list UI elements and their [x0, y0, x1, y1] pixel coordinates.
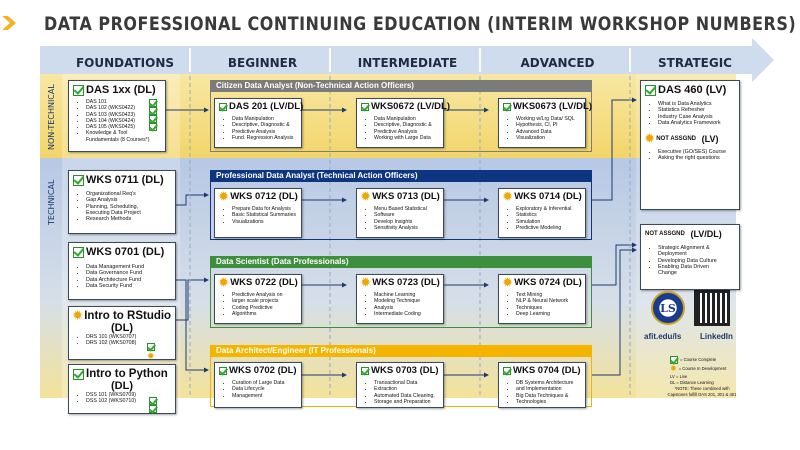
course-item: • Visualization: [516, 135, 581, 141]
course-title: DAS 201 (LV/DL): [229, 101, 304, 112]
status-checks: [149, 99, 157, 131]
course-title: WKS 0702 (DL): [229, 365, 297, 376]
course-title: WKS 0703 (DL): [371, 365, 439, 376]
course-item: • Hypothesis, CI, PI: [516, 122, 581, 128]
card-intro-rstudio: ✹ Intro to RStudio (DL) • DRS 101 (WKS0707) • DRS 102 (WKS0708) ✹: [68, 306, 176, 360]
course-item: • Data Manipulation: [374, 116, 439, 122]
course-items: [503, 116, 581, 141]
course-item: • Transactional Data: [374, 380, 439, 386]
check-icon: [219, 367, 227, 375]
check-icon: [670, 356, 678, 364]
check-icon: [73, 85, 84, 96]
course-item: • Menu Based Statistical: [374, 206, 439, 212]
gear-icon: ✹: [361, 190, 371, 203]
course-item: • Prepare Data for Analysis: [232, 206, 297, 212]
course-card-wks-0703-dl: [356, 362, 444, 408]
check-icon: [219, 103, 227, 111]
phase-strategic: STRATEGIC: [658, 56, 732, 70]
course-item: • Algorithms: [232, 311, 297, 317]
course-item: • Curation of Large Data: [232, 380, 297, 386]
course-items: [361, 380, 439, 405]
course-title: WKS 0724 (DL): [514, 277, 582, 288]
course-item: • Descriptive, Diagnostic &: [232, 122, 297, 128]
course-items: [219, 116, 297, 141]
track-professional-analyst: Professional Data Analyst (Technical Action Officers): [210, 170, 592, 182]
course-item: • Develop Insights: [374, 219, 439, 225]
course-item: • Visualizations: [232, 219, 297, 225]
check-icon: [503, 367, 511, 375]
qr-code-icon: [694, 290, 730, 326]
gear-icon: ✹: [670, 364, 677, 373]
course-items: [361, 116, 439, 141]
course-item: • Software: [374, 212, 439, 218]
course-items: [503, 380, 581, 405]
course-card-wks-0704-dl: [498, 362, 586, 408]
card-wks-0711: WKS 0711 (DL) • Organizational Req's • Gap Analysis • Planning, Scheduling, Executing Data Project • Research Methods: [68, 170, 176, 234]
course-items: [219, 292, 297, 317]
course-item: • Management: [232, 393, 297, 399]
gear-icon: ✹: [645, 133, 655, 146]
course-title: WKS 0704 (DL): [513, 365, 581, 376]
course-item: • Storage and Preparation: [374, 399, 439, 405]
card-das-1xx: [68, 80, 166, 152]
course-card-wks-0722-dl: [214, 274, 302, 324]
course-title: WKS 0714 (DL): [514, 191, 582, 202]
course-item: • Descriptive, Diagnostic &: [374, 122, 439, 128]
course-item: • Predictive Analysis: [232, 129, 297, 135]
course-item: • Working w/Lrg Data/ SQL: [516, 116, 581, 122]
gear-icon: ✹: [73, 310, 83, 322]
course-item: • Automated Data Cleaning,: [374, 393, 439, 399]
course-item: • NLP & Neural Network: [516, 298, 581, 304]
footnote: *NOTE: These combined with Capstones fulfill DAS 201, 301 & 401: [667, 386, 737, 397]
course-item: • Analysis: [374, 305, 439, 311]
gear-icon: ✹: [503, 190, 513, 203]
track-data-scientist: Data Scientist (Data Professionals): [210, 256, 592, 268]
course-items: [219, 380, 297, 399]
card-not-assigned-strategic: NOT ASSGND (LV/DL) • Strategic Alignment & Deployment • Developing Data Culture • Enabling Data Driven Change: [640, 224, 740, 290]
card-das-460: DAS 460 (LV) • What is Data Analytics • Statistics Refresher • Industry Case Analysis • Data Analytics Framework ✹ NOT ASSGND (LV) • Executive (GO/SES) Course • Asking the right questions: [640, 80, 740, 210]
check-icon: [645, 85, 656, 96]
course-item: • Predictive Modeling: [516, 225, 581, 231]
course-item: • and Implementation: [516, 386, 581, 392]
course-item: • Exploratory & Inferential: [516, 206, 581, 212]
course-item: • Simulation: [516, 219, 581, 225]
course-card-wks-0724-dl: [498, 274, 586, 324]
card-wks-0701: WKS 0701 (DL) • Data Management Fund • Data Governance Fund • Data Architecture Fund • Data Security Fund: [68, 242, 176, 300]
course-title: WKS0672 (LV/DL): [371, 101, 451, 112]
course-item: • larger scale projects: [232, 298, 297, 304]
linkedin-link[interactable]: LinkedIn: [700, 332, 733, 341]
course-item: • Predictive Analysis on: [232, 292, 297, 298]
check-icon: [73, 369, 84, 380]
course-item: • Machine Learning: [374, 292, 439, 298]
course-items: [361, 292, 439, 317]
course-item: • Big Data Techniques &: [516, 393, 581, 399]
track-data-architect: Data Architect/Engineer (IT Professionals): [210, 345, 592, 357]
course-item: • Data Manipulation: [232, 116, 297, 122]
course-item: • Extraction: [374, 386, 439, 392]
check-icon: [361, 367, 369, 375]
course-item: • Statistics: [516, 212, 581, 218]
course-item: • DB Systems Architecture: [516, 380, 581, 386]
gear-icon: ✹: [361, 276, 371, 289]
course-item: • Fund. Regression Analysis: [232, 135, 297, 141]
course-item: • Coding Predictive: [232, 305, 297, 311]
gear-icon: ✹: [503, 276, 513, 289]
course-title: WKS 0722 (DL): [230, 277, 298, 288]
course-items: • DAS 101 • DAS 102 (WKS0422) • DAS 103 (WKS0423) • DAS 104 (WKS0424) • DAS 105 (WKS0425) • Knowledge & Tool Fundamentals (8 Courses*): [73, 99, 161, 143]
course-card-wks-0702-dl: [214, 362, 302, 408]
course-items: [503, 292, 581, 317]
check-icon: [503, 103, 511, 111]
check-icon: [149, 405, 157, 413]
row-label-technical: TECHNICAL: [47, 179, 56, 225]
course-title: WKS0673 (LV/DL): [513, 101, 593, 112]
course-card-wks-0712-dl: [214, 188, 302, 238]
course-items: [219, 206, 297, 225]
page-title: DATA PROFESSIONAL CONTINUING EDUCATION (INTERIM WORKSHOP NUMBERS): [44, 13, 797, 35]
course-item: • Sensitivity Analysis: [374, 225, 439, 231]
course-card-wks-0723-dl: [356, 274, 444, 324]
course-title: DAS 1xx (DL): [86, 84, 156, 96]
course-item: • Text Mining: [516, 292, 581, 298]
check-icon: [73, 175, 84, 186]
phase-advanced: ADVANCED: [520, 56, 595, 70]
course-items: [503, 206, 581, 231]
course-item: • Techniques: [516, 305, 581, 311]
card-intro-python: Intro to Python (DL) • DSS 101 (WKS0709) • DSS 102 (WKS0710): [68, 364, 176, 414]
check-icon: [361, 103, 369, 111]
course-item: • Technologies: [516, 399, 581, 405]
row-label-non-technical: NON-TECHNICAL: [47, 84, 56, 150]
check-icon: [149, 123, 157, 131]
course-card-wks-0714-dl: [498, 188, 586, 238]
ls-logo: LS: [651, 291, 685, 325]
course-items: [361, 206, 439, 231]
phase-foundations: FOUNDATIONS: [75, 56, 175, 70]
check-icon: [147, 343, 155, 351]
course-item: • Working with Large Data: [374, 135, 439, 141]
course-title: WKS 0723 (DL): [372, 277, 440, 288]
course-card-wks-0713-dl: [356, 188, 444, 238]
gear-icon: ✹: [219, 190, 229, 203]
track-citizen-analyst: Citizen Data Analyst (Non-Technical Action Officers): [210, 80, 592, 92]
course-card-das-201-lv-dl: [214, 98, 302, 148]
course-card-wks0672-lv-dl: [356, 98, 451, 148]
phase-beginner: BEGINNER: [227, 56, 298, 70]
course-item: • Modeling Technique: [374, 298, 439, 304]
course-title: WKS 0712 (DL): [230, 191, 298, 202]
course-card-wks0673-lv-dl: [498, 98, 593, 148]
afit-link[interactable]: afit.edu/ls: [644, 332, 682, 341]
course-item: • Predictive Analysis: [374, 129, 439, 135]
check-icon: [73, 247, 84, 258]
course-item: • Deep Learning: [516, 311, 581, 317]
course-item: • Intermediate Coding: [374, 311, 439, 317]
course-item: • Advanced Data: [516, 129, 581, 135]
phase-intermediate: INTERMEDIATE: [357, 56, 458, 70]
course-item: • Basic Statistical Summaries: [232, 212, 297, 218]
course-title: WKS 0713 (DL): [372, 191, 440, 202]
gear-icon: ✹: [147, 351, 155, 361]
gear-icon: ✹: [219, 276, 229, 289]
course-item: • Data Lifecycle: [232, 386, 297, 392]
legend: = Course Complete ✹ = Course In Development LV = Live DL = Distance Learning: [670, 357, 727, 385]
